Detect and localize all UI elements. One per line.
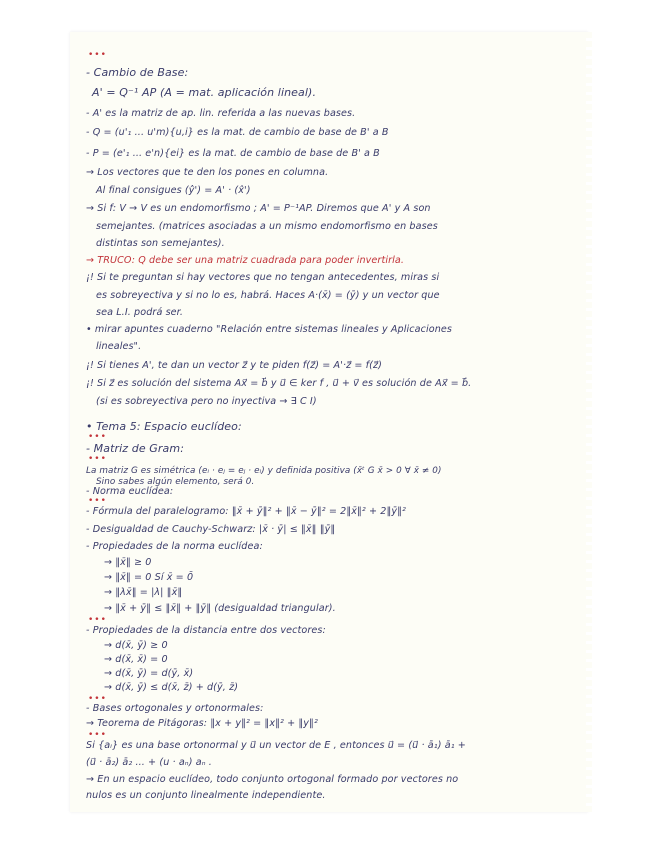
note-line: sea L.I. podrá ser. bbox=[96, 307, 183, 318]
note-line: → d(x̄, x̄) = 0 bbox=[104, 654, 168, 665]
note-line: - Propiedades de la norma euclídea: bbox=[86, 541, 263, 552]
note-line: Al final consigues (ŷ') = A' · (x̂') bbox=[96, 185, 251, 196]
heading-norma: - Norma euclídea: bbox=[86, 486, 174, 497]
heading-tema-5: • Tema 5: Espacio euclídeo: bbox=[86, 420, 242, 433]
separator-dots: ••• bbox=[88, 496, 107, 506]
separator-dots: ••• bbox=[88, 615, 107, 625]
note-line: semejantes. (matrices asociadas a un mismo endomorfismo en bases bbox=[96, 221, 438, 232]
note-line: distintas son semejantes). bbox=[96, 238, 225, 249]
separator-dots: ••• bbox=[88, 432, 107, 442]
heading-matriz-gram: - Matriz de Gram: bbox=[86, 442, 185, 455]
note-line: → Si f: V → V es un endomorfismo ; A' = P⁻¹AP. Diremos que A' y A son bbox=[86, 203, 431, 214]
separator-dots: ••• bbox=[88, 50, 107, 60]
note-line: → Teorema de Pitágoras: ‖x + y‖² = ‖x‖² + ‖y‖² bbox=[86, 718, 318, 729]
note-line: lineales". bbox=[96, 341, 142, 352]
note-line: La matriz G es simétrica (eᵢ · eⱼ = eⱼ · eᵢ) y definida positiva (x̄ᵗ G x̄ > 0 ∀ x̄ ≠ 0) bbox=[86, 466, 442, 476]
note-line: → ‖x̄ + ȳ‖ ≤ ‖x̄‖ + ‖ȳ‖ (desigualdad triangular). bbox=[104, 603, 336, 614]
note-line: → ‖λx̄‖ = |λ| ‖x̄‖ bbox=[104, 587, 183, 598]
note-line: (u⃗ · ā₂) ā₂ ... + (u · aₙ) aₙ . bbox=[86, 757, 212, 768]
tip-line: → TRUCO: Q debe ser una matriz cuadrada para poder invertirla. bbox=[86, 255, 405, 266]
note-line: - Q = (u'₁ ... u'm){u,i} es la mat. de cambio de base de B' a B bbox=[86, 127, 389, 138]
note-line: - A' es la matriz de ap. lin. referida a las nuevas bases. bbox=[86, 108, 356, 119]
note-line: nulos es un conjunto linealmente independiente. bbox=[86, 790, 326, 801]
note-line: - P = (e'₁ ... e'n){ei} es la mat. de cambio de base de B' a B bbox=[86, 148, 380, 159]
note-line: Si {aᵢ} es una base ortonormal y u⃗ un vector de E , entonces u⃗ = (u⃗ · ā₁) ā₁ + bbox=[86, 740, 466, 751]
note-line: → d(x̄, ȳ) ≥ 0 bbox=[104, 640, 168, 651]
note-line: → d(x̄, ȳ) = d(ȳ, x̄) bbox=[104, 668, 194, 679]
separator-dots: ••• bbox=[88, 730, 107, 740]
note-line: es sobreyectiva y si no lo es, habrá. Haces A·(x̄) = (ȳ) y un vector que bbox=[96, 290, 440, 301]
separator-dots: ••• bbox=[88, 454, 107, 464]
note-line: → Los vectores que te den los pones en columna. bbox=[86, 167, 329, 178]
note-line: → ‖x̄‖ = 0 Sí x̄ = 0̄ bbox=[104, 572, 194, 583]
heading-cambio-de-base: - Cambio de Base: bbox=[86, 66, 189, 79]
note-line: • mirar apuntes cuaderno "Relación entre sistemas lineales y Aplicaciones bbox=[86, 324, 453, 335]
note-line: - Bases ortogonales y ortonormales: bbox=[86, 703, 264, 714]
note-line: → En un espacio euclídeo, todo conjunto ortogonal formado por vectores no bbox=[86, 774, 459, 785]
separator-dots: ••• bbox=[88, 694, 107, 704]
note-line: ¡! Si z⃗ es solución del sistema Ax⃗ = b⃗ y u⃗ ∈ ker f , u⃗ + v⃗ es solución de Ax⃗ = b⃗. bbox=[86, 378, 472, 389]
formula-change-of-basis: A' = Q⁻¹ AP (A = mat. aplicación lineal). bbox=[92, 86, 317, 99]
note-line: - Desigualdad de Cauchy-Schwarz: |x̄ · ȳ| ≤ ‖x̄‖ ‖ȳ‖ bbox=[86, 524, 336, 535]
note-line: Sino sabes algún elemento, será 0. bbox=[96, 477, 255, 487]
note-line: - Fórmula del paralelogramo: ‖x̄ + ȳ‖² + ‖x̄ − ȳ‖² = 2‖x̄‖² + 2‖ȳ‖² bbox=[86, 506, 406, 517]
note-line: → ‖x̄‖ ≥ 0 bbox=[104, 557, 152, 568]
note-line: ¡! Si tienes A', te dan un vector z⃗ y te piden f(z⃗) = A'·z⃗ = f(z⃗) bbox=[86, 360, 382, 371]
note-line: - Propiedades de la distancia entre dos vectores: bbox=[86, 625, 326, 636]
note-line: (si es sobreyectiva pero no inyectiva → ∃ C I) bbox=[96, 396, 317, 407]
note-line: ¡! Si te preguntan si hay vectores que no tengan antecedentes, miras si bbox=[86, 272, 440, 283]
note-line: → d(x̄, ȳ) ≤ d(x̄, z̄) + d(ȳ, z̄) bbox=[104, 682, 239, 693]
